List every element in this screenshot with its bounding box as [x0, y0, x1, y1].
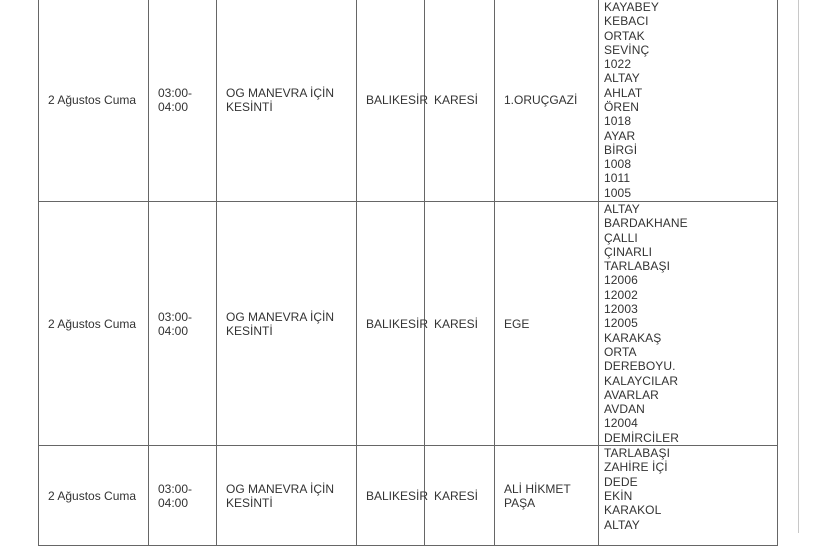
street-item: ÇALLI — [604, 230, 638, 245]
street-item: DEMİRCİLER — [604, 430, 680, 445]
street-item: KALAYCILAR — [604, 373, 679, 388]
street-item: 1018 — [604, 114, 632, 129]
street-item: 1011 — [604, 171, 631, 186]
street-item: TARLABAŞI — [604, 446, 671, 461]
district-cell: KARESİ — [425, 202, 495, 446]
street-item: ÇINARLI — [604, 244, 653, 259]
street-item: 12002 — [604, 287, 638, 302]
street-item: TARLABAŞI — [604, 259, 671, 274]
street-item: BİRGİ — [604, 142, 638, 157]
street-item: SEVİNÇ — [604, 42, 650, 57]
city-cell: BALIKESİR — [357, 0, 425, 202]
time-cell: 03:00-04:00 — [149, 446, 217, 546]
street-item: ALTAY — [604, 517, 640, 532]
street-list — [599, 446, 777, 532]
city-cell: BALIKESİR — [357, 446, 425, 546]
street-item: AVARLAR — [604, 387, 659, 402]
outage-table — [38, 0, 778, 546]
street-item: KEBACI — [604, 14, 649, 29]
district-cell: KARESİ — [425, 446, 495, 546]
street-item: BARDAKHANE — [604, 216, 688, 231]
district-cell: KARESİ — [425, 0, 495, 202]
date-cell: 2 Ağustos Cuma — [39, 202, 149, 446]
street-item: AVDAN — [604, 402, 645, 417]
street-item: KARAKAŞ — [604, 330, 662, 345]
table-row — [39, 202, 778, 446]
date-cell: 2 Ağustos Cuma — [39, 446, 149, 546]
reason-cell: OG MANEVRA İÇİN KESİNTİ — [217, 0, 357, 202]
time-cell: 03:00-04:00 — [149, 0, 217, 202]
street-item: 1008 — [604, 157, 632, 172]
street-item: ORTAK — [604, 28, 645, 43]
time-cell: 03:00-04:00 — [149, 202, 217, 446]
street-item: DEDE — [604, 474, 638, 489]
street-item: AHLAT — [604, 85, 643, 100]
reason-cell: OG MANEVRA İÇİN KESİNTİ — [217, 202, 357, 446]
date-cell: 2 Ağustos Cuma — [39, 0, 149, 202]
neighborhood-cell: 1.ORUÇGAZİ — [495, 0, 599, 202]
street-list — [599, 202, 777, 445]
streets-cell — [599, 446, 778, 546]
table-row — [39, 446, 778, 546]
street-item: 12003 — [604, 302, 638, 317]
street-item: ZAHİRE İÇİ — [604, 460, 668, 475]
city-cell: BALIKESİR — [357, 202, 425, 446]
street-item: AYAR — [604, 128, 636, 143]
reason-cell: OG MANEVRA İÇİN KESİNTİ — [217, 446, 357, 546]
street-item: EKİN — [604, 488, 633, 503]
street-item: 1005 — [604, 185, 632, 200]
street-list — [599, 0, 777, 200]
streets-cell — [599, 0, 778, 202]
street-item: ÖREN — [604, 100, 640, 114]
streets-cell — [599, 202, 778, 446]
street-item: KAYABEY — [604, 0, 659, 14]
street-item: 12005 — [604, 316, 638, 331]
neighborhood-cell: EGE — [495, 202, 599, 446]
street-item: KARAKOL — [604, 503, 662, 518]
street-item: DEREBOYU. — [604, 359, 676, 374]
neighborhood-cell: ALİ HİKMET PAŞA — [495, 446, 599, 546]
street-item: ALTAY — [604, 71, 640, 86]
page-edge-line — [798, 0, 799, 533]
street-item: ORTA — [604, 344, 637, 359]
street-item: 12004 — [604, 416, 638, 431]
street-item: 12006 — [604, 273, 638, 288]
street-item: 1022 — [604, 57, 632, 72]
street-item: ALTAY — [604, 202, 640, 216]
table-row — [39, 0, 778, 202]
